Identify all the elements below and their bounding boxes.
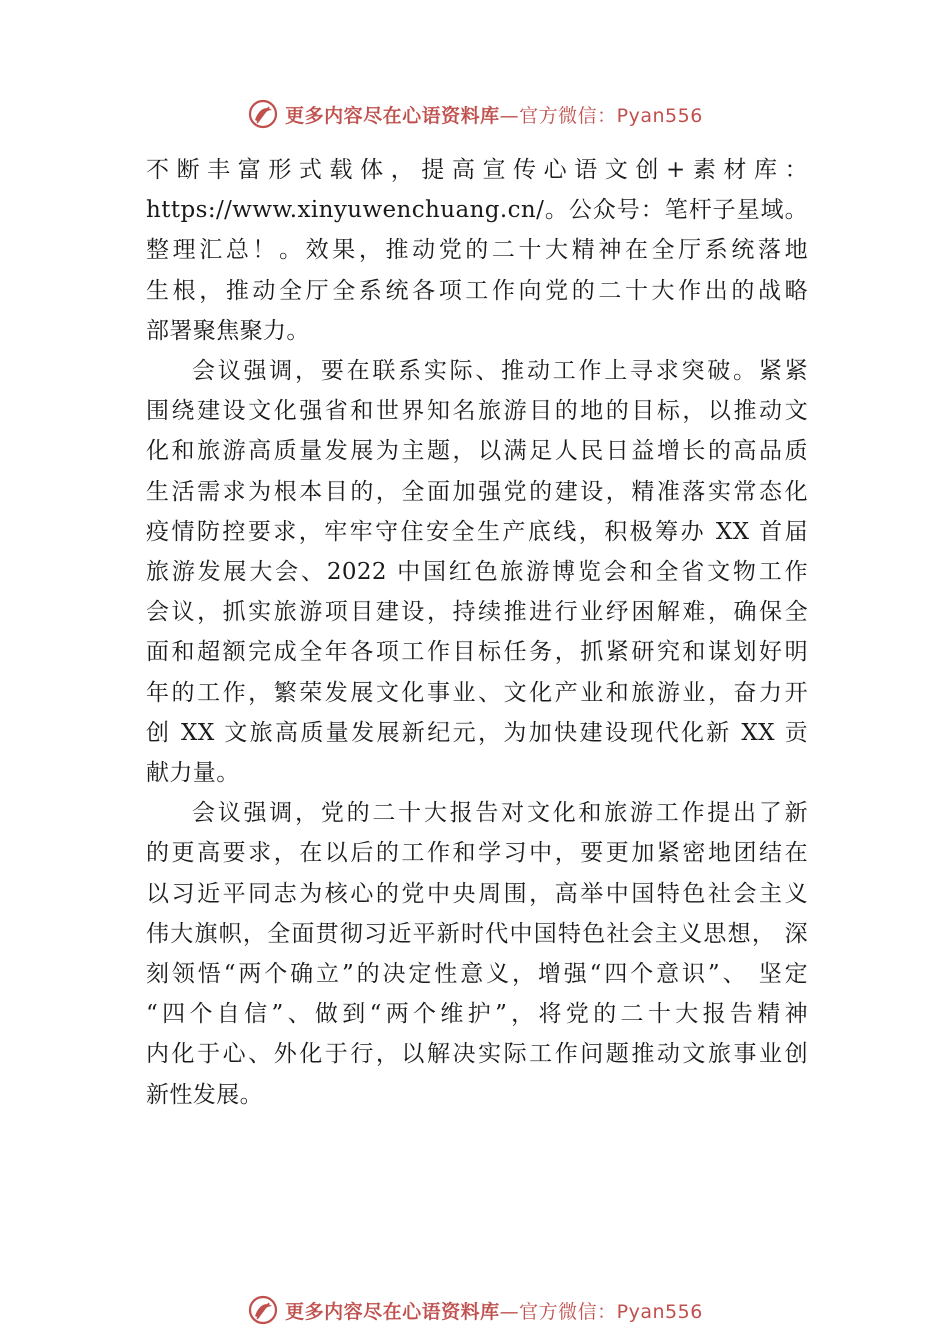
brand-logo-icon [247,98,279,130]
document-body [146,150,808,1115]
text-line: “四个自信”、做到“两个维护”，将党的二十大报告精神 [146,1001,808,1028]
text-line: 面和超额完成全年各项工作目标任务，抓紧研究和谋划好明 [146,639,808,666]
text-line: 生根，推动全厅全系统各项工作向党的二十大作出的战略 [146,277,808,304]
text-line: 伟大旗帜，全面贯彻习近平新时代中国特色社会主义思想， 深 [146,920,808,947]
footer-banner [0,1290,950,1330]
text-line: 化和旅游高质量发展为主题，以满足人民日益增长的高品质 [146,438,808,465]
header-banner-wechat: 官方微信：Pyan556 [519,104,703,127]
header-banner [0,94,950,134]
text-line: 刻领悟“两个确立”的决定性意义，增强“四个意识”、 坚定 [146,961,808,988]
footer-banner-text [285,1297,703,1324]
paragraph-1 [146,150,808,351]
brand-logo-icon [247,1294,279,1326]
text-line: 内化于心、外化于行，以解决实际工作问题推动文旅事业创 [146,1041,808,1068]
text-line: https://www.xinyuwenchuang.cn/。公众号：笔杆子星域。 [146,197,808,224]
text-line: 不断丰富形式载体，提高宣传心语文创+素材库： [146,157,808,183]
footer-banner-wechat: 官方微信：Pyan556 [519,1300,703,1323]
header-banner-dash: — [499,104,520,127]
text-line: 疫情防控要求，牢牢守住安全生产底线，积极筹办 XX 首届 [146,518,808,545]
footer-banner-dash: — [499,1300,520,1323]
text-line: 会议强调，要在联系实际、推动工作上寻求突破。紧紧 [192,358,808,385]
text-line: 创 XX 文旅高质量发展新纪元，为加快建设现代化新 XX 贡 [146,719,808,746]
text-line: 会议强调，党的二十大报告对文化和旅游工作提出了新 [192,800,808,827]
header-banner-text [285,101,703,128]
text-line: 会议，抓实旅游项目建设，持续推进行业纾困解难，确保全 [146,599,808,626]
text-line: 生活需求为根本目的，全面加强党的建设，精准落实常态化 [146,478,808,505]
text-line: 部署聚焦聚力。 [146,317,310,344]
paragraph-2 [146,351,808,793]
text-line: 年的工作，繁荣发展文化事业、文化产业和旅游业，奋力开 [146,679,808,706]
paragraph-3 [146,793,808,1115]
text-line: 的更高要求，在以后的工作和学习中，要更加紧密地团结在 [146,840,808,867]
header-banner-lead: 更多内容尽在心语资料库 [285,104,500,127]
text-line: 新性发展。 [146,1081,263,1108]
text-line: 围绕建设文化强省和世界知名旅游目的地的目标，以推动文 [146,398,808,425]
text-line: 献力量。 [146,760,240,787]
text-line: 旅游发展大会、2022 中国红色旅游博览会和全省文物工作 [146,559,808,586]
footer-banner-lead: 更多内容尽在心语资料库 [285,1300,500,1323]
text-line: 整理汇总！。效果，推动党的二十大精神在全厅系统落地 [146,237,808,264]
text-line: 以习近平同志为核心的党中央周围，高举中国特色社会主义 [146,880,808,907]
